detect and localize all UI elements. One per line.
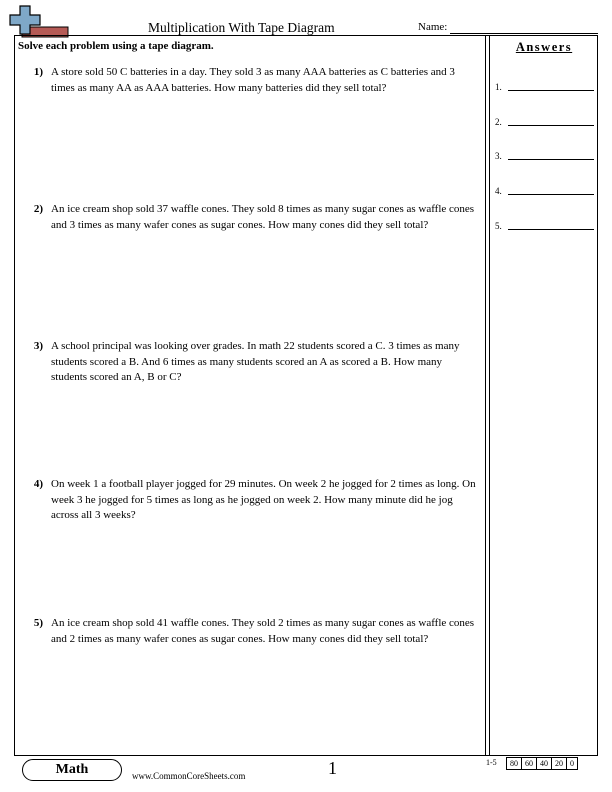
problem-5 [18,616,480,647]
problem-1 [18,65,480,96]
answer-number: 2. [495,117,502,127]
score-cell: 80 [506,757,522,770]
score-cell: 0 [566,757,578,770]
problem-2 [18,202,480,233]
score-table [507,757,578,770]
answer-row-3 [495,151,595,165]
worksheet-title: Multiplication With Tape Diagram [148,20,335,35]
answer-line-4[interactable] [508,194,594,195]
problem-3 [18,339,480,386]
answer-line-1[interactable] [508,90,594,91]
answer-line-3[interactable] [508,159,594,160]
problem-number: 4) [33,478,43,490]
answer-line-5[interactable] [508,229,594,230]
worksheet-frame [14,35,598,756]
score-cell: 40 [536,757,552,770]
name-label: Name: [418,21,448,33]
problem-text: A store sold 50 C batteries in a day. They sold 3 as many AAA batteries as C batteries and 3 times as many AA as AAA batteries. How many batteries did they sell total? [51,66,455,94]
answer-row-5 [495,221,595,235]
answer-number: 5. [495,221,502,231]
math-logo-icon [8,4,70,38]
answers-heading: Answers [515,40,573,54]
answer-line-2[interactable] [508,125,594,126]
problem-text: On week 1 a football player jogged for 29 minutes. On week 2 he jogged for 2 times as long. On week 3 he jogged for 5 times as long as he jogged on week 2. How many minute did he jog across all 3 weeks? [51,478,476,521]
problem-number: 2) [33,203,43,215]
subject-badge: Math [22,759,122,781]
problem-number: 3) [33,340,43,352]
score-cell: 60 [521,757,537,770]
answer-row-2 [495,117,595,131]
name-line[interactable] [450,33,598,34]
instructions: Solve each problem using a tape diagram. [18,40,214,52]
score-cell: 20 [551,757,567,770]
answer-number: 1. [495,82,502,92]
problem-text: A school principal was looking over grades. In math 22 students scored a C. 3 times as many students scored a B. And 6 times as many students scored an A as scored a B. How many students scored an A, B or C? [51,340,460,383]
problem-number: 5) [33,617,43,629]
problem-text: An ice cream shop sold 41 waffle cones. They sold 2 times as many sugar cones as waffle cones and 2 times as many wafer cones as sugar cones. How many cones did they sell total? [51,617,475,645]
problem-number: 1) [33,66,43,78]
answer-number: 4. [495,186,502,196]
answer-row-1 [495,82,595,96]
answer-number: 3. [495,151,502,161]
problem-4 [18,477,480,524]
answer-row-4 [495,186,595,200]
problem-text: An ice cream shop sold 37 waffle cones. They sold 8 times as many sugar cones as waffle cones and 3 times as many wafer cones as sugar cones. How many cones did they sell total? [51,203,475,231]
website-text: www.CommonCoreSheets.com [132,771,246,781]
column-divider-inner [489,35,490,756]
page-number: 1 [328,758,337,778]
score-range-label: 1-5 [486,758,497,767]
column-divider [485,35,486,756]
